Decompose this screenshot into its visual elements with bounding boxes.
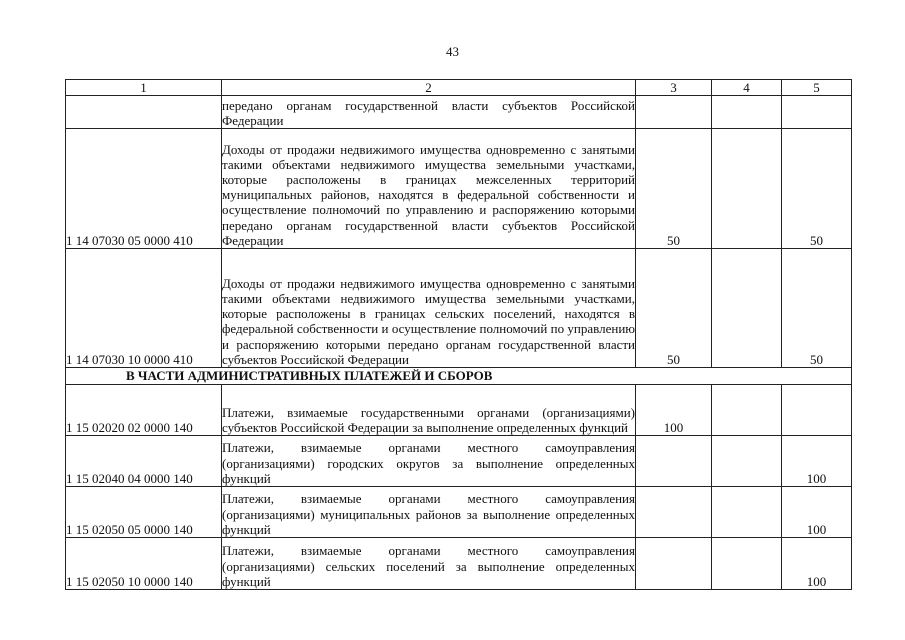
value-col-3: [636, 96, 712, 129]
row-description: Платежи, взимаемые государственными органами (организациями) субъектов Российской Федерации за выполнение определенных функций: [222, 385, 636, 436]
budget-code: 1 15 02040 04 0000 140: [66, 436, 222, 487]
row-description: Платежи, взимаемые органами местного самоуправления (организациями) муниципальных районов за выполнение определенных функций: [222, 487, 636, 538]
budget-code: 1 15 02020 02 0000 140: [66, 385, 222, 436]
header-cell-1: 1: [66, 80, 222, 96]
header-cell-2: 2: [222, 80, 636, 96]
table-row: [66, 487, 852, 538]
value-col-5: 50: [782, 249, 852, 368]
row-description: передано органам государственной власти субъектов Российской Федерации: [222, 96, 636, 129]
value-col-4: [712, 129, 782, 249]
budget-code: 1 15 02050 10 0000 140: [66, 538, 222, 590]
section-heading: В ЧАСТИ АДМИНИСТРАТИВНЫХ ПЛАТЕЖЕЙ И СБОРОВ: [66, 368, 852, 385]
table-row: [66, 538, 852, 590]
value-col-4: [712, 385, 782, 436]
section-heading-row: [66, 368, 852, 385]
page-number: 43: [446, 44, 459, 59]
value-col-3: [636, 487, 712, 538]
value-col-3: 50: [636, 129, 712, 249]
value-col-3: [636, 538, 712, 590]
value-col-5: 100: [782, 436, 852, 487]
value-col-5: 50: [782, 129, 852, 249]
table-row: [66, 129, 852, 249]
header-cell-3: 3: [636, 80, 712, 96]
value-col-5: 100: [782, 538, 852, 590]
budget-code: 1 14 07030 10 0000 410: [66, 249, 222, 368]
value-col-4: [712, 96, 782, 129]
table-row: [66, 385, 852, 436]
value-col-5: [782, 385, 852, 436]
value-col-3: 50: [636, 249, 712, 368]
value-col-5: [782, 96, 852, 129]
header-cell-4: 4: [712, 80, 782, 96]
budget-code: [66, 96, 222, 129]
table-header-row: [66, 80, 852, 96]
value-col-3: 100: [636, 385, 712, 436]
value-col-4: [712, 487, 782, 538]
table-row: [66, 249, 852, 368]
budget-code: 1 14 07030 05 0000 410: [66, 129, 222, 249]
value-col-4: [712, 538, 782, 590]
budget-code: 1 15 02050 05 0000 140: [66, 487, 222, 538]
row-description: Доходы от продажи недвижимого имущества одновременно с занятыми такими объектами недвижимого имущества земельными участками, которые расположены в границах сельских поселений, находятся в федеральной собственности и осуществление полномочий по управлению и распоряжению которыми передано органам государственной власти субъектов Российской Федерации: [222, 249, 636, 368]
value-col-3: [636, 436, 712, 487]
budget-table: [65, 79, 852, 590]
value-col-4: [712, 249, 782, 368]
row-description: Платежи, взимаемые органами местного самоуправления (организациями) сельских поселений за выполнение определенных функций: [222, 538, 636, 590]
table-row: [66, 96, 852, 129]
row-description: Доходы от продажи недвижимого имущества одновременно с занятыми такими объектами недвижимого имущества земельными участками, которые расположены в границах межселенных территорий муниципальных районов, находятся в федеральной собственности и осуществление полномочий по управлению и распоряжению которыми передано органам государственной власти субъектов Российской Федерации: [222, 129, 636, 249]
table-row: [66, 436, 852, 487]
header-cell-5: 5: [782, 80, 852, 96]
value-col-4: [712, 436, 782, 487]
row-description: Платежи, взимаемые органами местного самоуправления (организациями) городских округов за выполнение определенных функций: [222, 436, 636, 487]
value-col-5: 100: [782, 487, 852, 538]
